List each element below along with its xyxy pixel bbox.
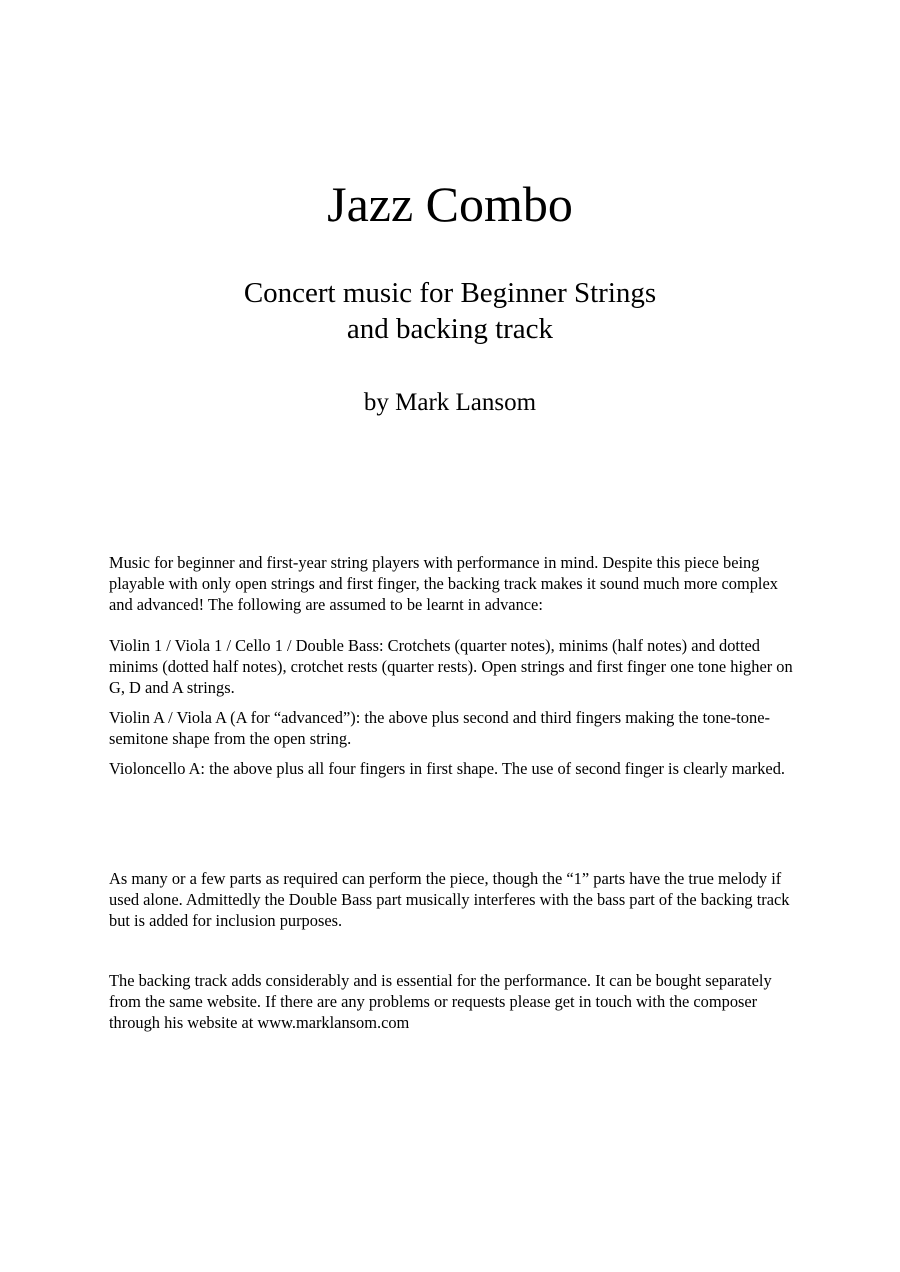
parts-paragraph: As many or a few parts as required can perform the piece, though the “1” parts have the true melody if used alone. Admittedly the Double Bass part musically interferes with the bass part of the backing track but is added for inclusion purposes. — [109, 869, 790, 930]
requirements-cello-paragraph: Violoncello A: the above plus all four fingers in first shape. The use of second finger is clearly marked. — [109, 759, 786, 778]
author-line: by Mark Lansom — [363, 389, 537, 416]
document-subtitle — [0, 275, 900, 347]
requirements-advanced-paragraph: Violin A / Viola A (A for “advanced”): the above plus second and third fingers making the tone-tone-semitone shape from the open string. — [109, 708, 770, 748]
subtitle-line-1: Concert music for Beginner Strings — [243, 277, 657, 309]
intro-paragraph: Music for beginner and first-year string players with performance in mind. Despite this piece being playable with only open strings and first finger, the backing track makes it sound much more complex and advanced! The following are assumed to be learnt in advance: — [109, 553, 778, 614]
document-title: Jazz Combo — [327, 176, 573, 232]
backing-track-paragraph: The backing track adds considerably and is essential for the performance. It can be bought separately from the same website. If there are any problems or requests please get in touch with the composer through his website at www.marklansom.com — [109, 971, 772, 1032]
requirements-basic-paragraph: Violin 1 / Viola 1 / Cello 1 / Double Bass: Crotchets (quarter notes), minims (half notes) and dotted minims (dotted half notes), crotchet rests (quarter rests). Open strings and first finger one tone higher on G, D and A strings. — [109, 636, 793, 697]
subtitle-line-2: and backing track — [346, 313, 554, 345]
